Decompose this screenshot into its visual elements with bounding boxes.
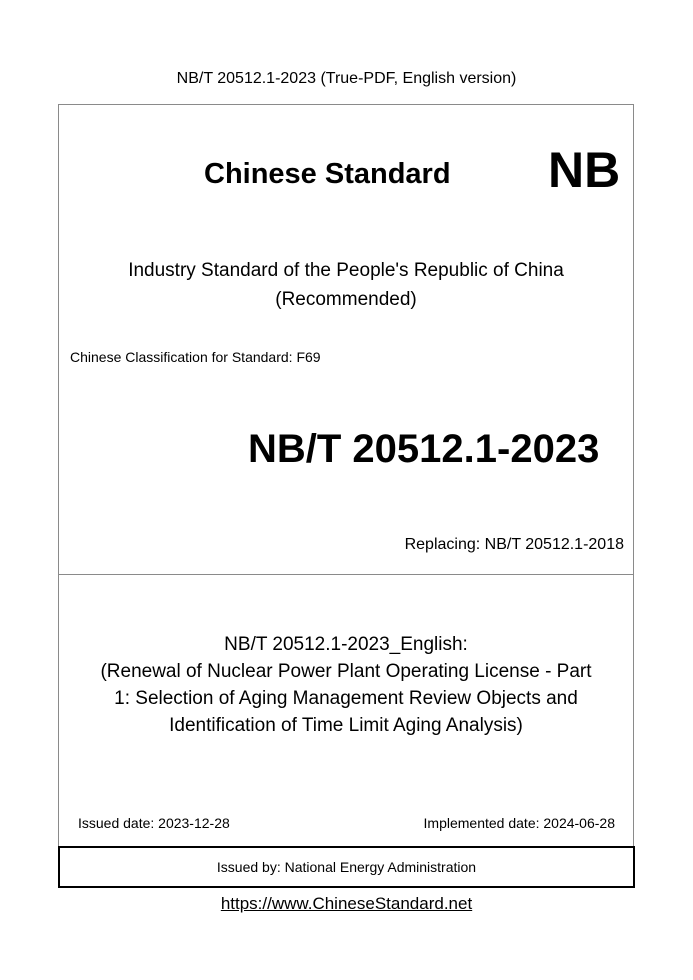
document-title-line-3: 1: Selection of Aging Management Review Objects and <box>114 688 578 709</box>
issued-date: Issued date: 2023-12-28 <box>78 815 230 831</box>
document-title-line-4: Identification of Time Limit Aging Analysis) <box>169 715 523 736</box>
classification: Chinese Classification for Standard: F69 <box>70 349 321 365</box>
document-title-line-1: NB/T 20512.1-2023_English: <box>224 634 468 655</box>
implemented-date: Implemented date: 2024-06-28 <box>423 815 615 831</box>
footer <box>0 893 693 915</box>
website-link[interactable]: https://www.ChineseStandard.net <box>220 894 473 913</box>
issued-by: Issued by: National Energy Administration <box>216 859 477 875</box>
page-header: NB/T 20512.1-2023 (True-PDF, English version) <box>176 70 517 87</box>
industry-line-2: (Recommended) <box>275 289 417 310</box>
standard-number: NB/T 20512.1-2023 <box>248 427 600 471</box>
replacing-note: Replacing: NB/T 20512.1-2018 <box>404 536 624 553</box>
section-divider <box>58 574 634 575</box>
cover-frame <box>58 104 634 887</box>
industry-standard-heading <box>58 256 634 314</box>
cover-title: Chinese Standard <box>204 158 451 190</box>
industry-line-1: Industry Standard of the People's Republic of China <box>128 260 564 281</box>
standard-code: NB <box>548 142 621 198</box>
issued-by-box <box>58 846 635 888</box>
document-title <box>58 631 634 739</box>
document-title-line-2: (Renewal of Nuclear Power Plant Operating License - Part <box>100 661 592 682</box>
